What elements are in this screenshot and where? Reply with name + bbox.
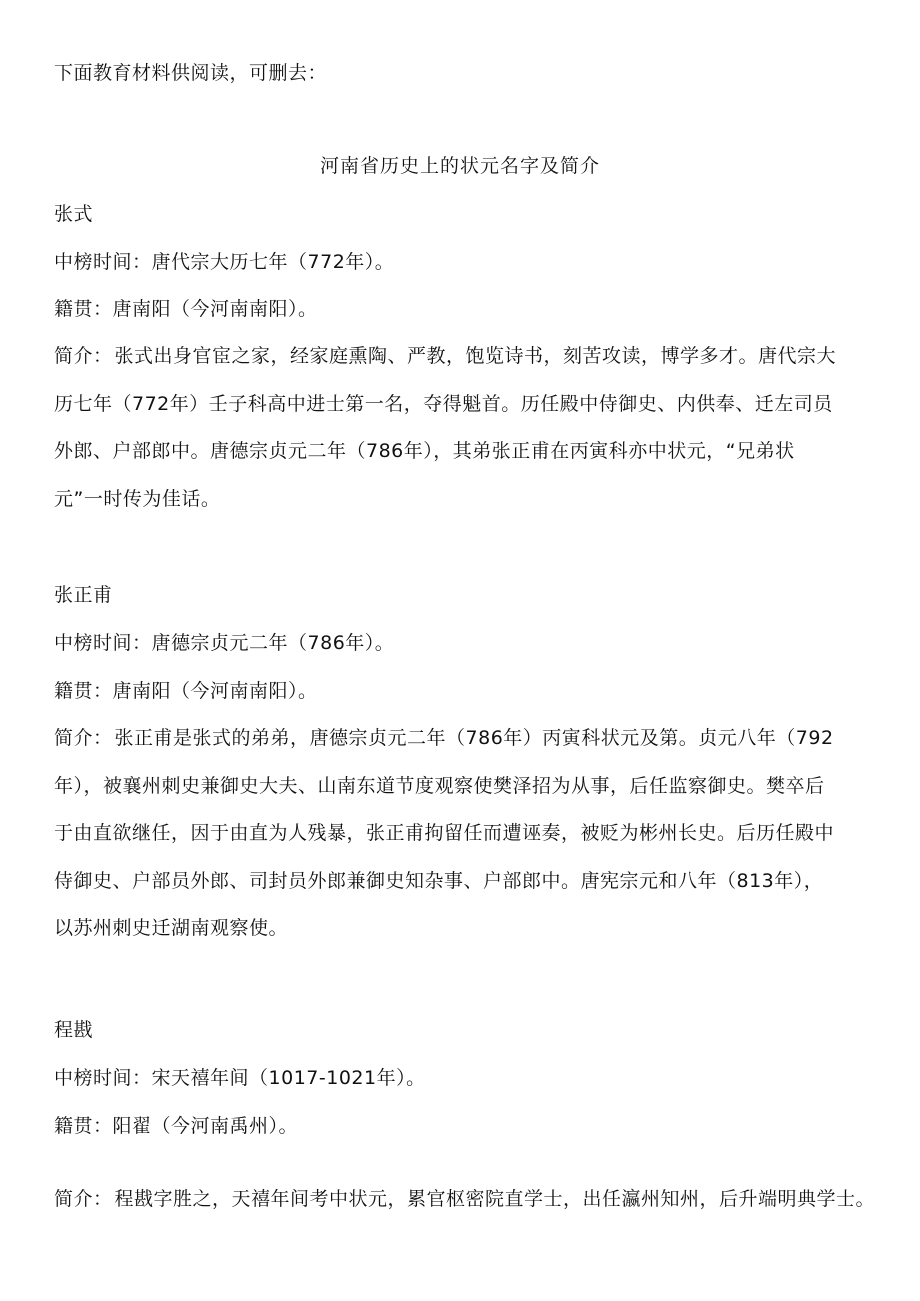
- entry-intro-line: 外郎、户部郎中。唐德宗贞元二年（786年），其弟张正甫在丙寅科亦中状元，“兄弟状: [54, 440, 795, 462]
- entry-origin: [54, 679, 318, 703]
- entry-name: 程戡: [54, 1019, 94, 1041]
- entry-intro-line: 简介： 张式出身官宦之家，经家庭熏陶、严教，饱览诗书，刻苦攻读，博学多才。唐代宗大: [54, 345, 837, 367]
- entry-origin-value: 阳翟（今河南禹州）。: [112, 1115, 299, 1137]
- entry-time-value: 唐代宗大历七年（772年）。: [151, 251, 395, 273]
- document-title: 河南省历史上的状元名字及简介: [319, 155, 600, 177]
- entry-origin-label: 籍贯：: [54, 1115, 113, 1137]
- entry-intro-line: 元”一时传为佳话。: [54, 487, 221, 510]
- entry-intro-line: 年），被襄州刺史兼御史大夫、山南东道节度观察使樊泽招为从事，后任监察御史。樊卒后: [54, 774, 825, 797]
- entry-name: 张式: [54, 203, 94, 225]
- entry-intro-line: 历七年（772年）壬子科高中进士第一名，夺得魁首。历任殿中侍御史、内供奉、迁左司员: [54, 392, 833, 415]
- notice-text: 下面教育材料供阅读，可删去：: [54, 62, 328, 84]
- entry-intro-label: 简介：: [54, 727, 113, 749]
- entry-intro-line: 以苏州刺史迁湖南观察使。: [54, 917, 289, 939]
- entry-intro: [54, 1176, 884, 1224]
- entry-time-label: 中榜时间：: [54, 251, 152, 273]
- entry-intro-line: 简介： 程戡字胜之，天禧年间考中状元，累官枢密院直学士，出任瀛州知州，后升端明典学士。: [54, 1188, 876, 1210]
- entry-name: 张正甫: [54, 584, 113, 606]
- entry-time: [54, 1066, 426, 1090]
- entry-intro: [54, 333, 860, 523]
- entry-time-label: 中榜时间：: [54, 1067, 152, 1089]
- entry-intro-label: 简介：: [54, 1188, 113, 1210]
- entry-intro-label: 简介：: [54, 345, 113, 367]
- entry-origin-label: 籍贯：: [54, 298, 113, 320]
- entry-time-value: 宋天禧年间（1017-1021年）。: [151, 1067, 426, 1089]
- entry-intro: [54, 715, 860, 953]
- entry-time: [54, 250, 394, 274]
- entry-origin-label: 籍贯：: [54, 680, 113, 702]
- entry-intro-line: 于由直欲继任，因于由直为人残暴，张正甫拘留任而遭诬奏，被贬为彬州长史。后历任殿中: [54, 822, 835, 844]
- entry-intro-line: 简介： 张正甫是张式的弟弟，唐德宗贞元二年（786年）丙寅科状元及第。贞元八年（792: [54, 727, 834, 749]
- entry-time-label: 中榜时间：: [54, 632, 152, 654]
- entry-origin-value: 唐南阳（今河南南阳）。: [112, 680, 318, 702]
- entry-intro-line: 侍御史、户部员外郎、司封员外郎兼御史知杂事、户部郎中。唐宪宗元和八年（813年），: [54, 869, 824, 892]
- entry-time: [54, 631, 394, 655]
- entry-origin: [54, 1114, 298, 1138]
- entry-origin-value: 唐南阳（今河南南阳）。: [112, 298, 318, 320]
- entry-time-value: 唐德宗贞元二年（786年）。: [151, 632, 395, 654]
- entry-origin: [54, 297, 318, 321]
